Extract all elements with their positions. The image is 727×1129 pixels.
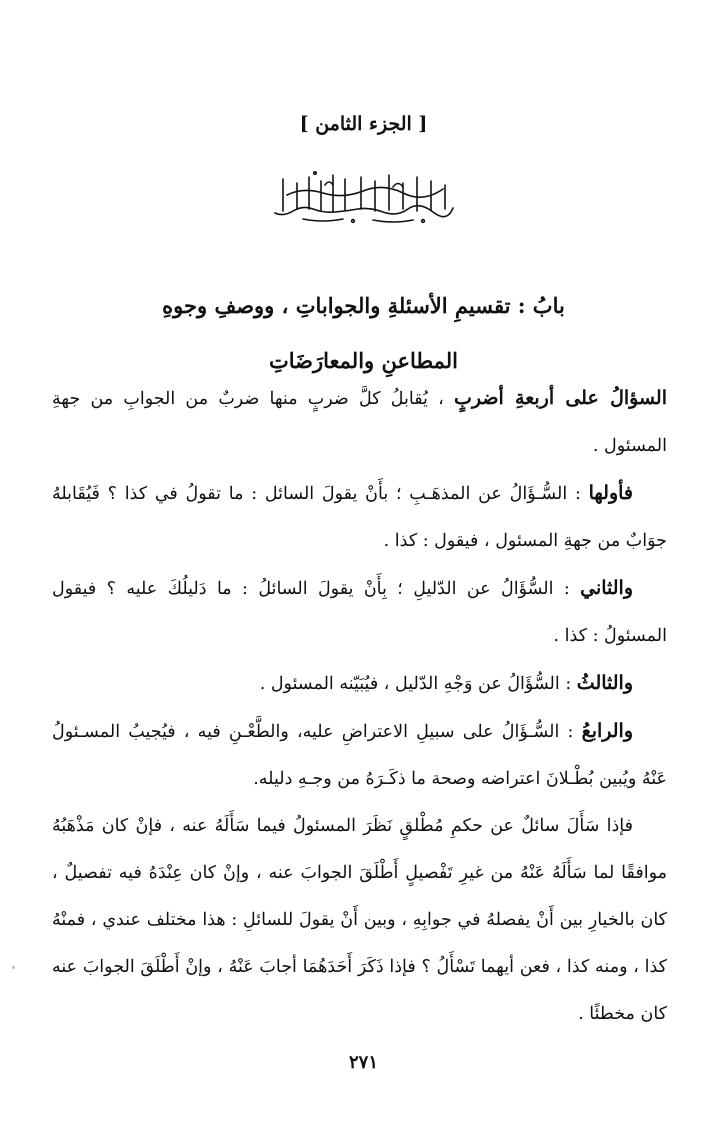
paragraph-third <box>52 660 667 708</box>
paragraph-lead: السؤالُ على أربعةِ أضربٍ <box>453 387 667 409</box>
paragraph-second <box>52 565 667 660</box>
paragraph-lead: والثالثُ <box>576 672 633 694</box>
part-title: [ الجزء الثامن ] <box>299 113 428 135</box>
margin-speck <box>12 966 15 969</box>
chapter-title-line-1: بابُ : تقسيمِ الأسئلةِ والجواباتِ ، ووصفِ وجوهِ <box>162 293 565 318</box>
paragraph-text: : السُّـؤَالُ عن المذهَـبِ ؛ بأَنْ يقولَ السائل : ما تقولُ في كذا ؟ فَيُقَابلهُ جوَابٌ من جهةِ المسئول ، فيقول : كذا . <box>52 484 667 551</box>
paragraph-text: : السُّـؤَالُ على سبيلِ الاعتراضِ عليه، والطَّعْـنِ فيه ، فيُجيبُ المسـئولُ عَنْهُ ويُبين بُطْـلانَ اعتراضه وصحة ما ذكَـرَهُ من وجـهِ دليله. <box>52 722 667 789</box>
chapter-title <box>150 278 577 388</box>
paragraph-first <box>52 470 667 565</box>
paragraph-text: ، يُقابلُ كلَّ ضربٍ منها ضربٌ من الجوابِ من جهةِ المسئول . <box>52 389 667 456</box>
basmala-calligraphy-drawing <box>263 165 463 227</box>
paragraph-intro <box>52 375 667 470</box>
paragraph-text: : السُّؤَالُ عن وَجْهِ الدّليل ، فيُبَيّنه المسئول . <box>259 674 577 694</box>
paragraph-final <box>52 803 667 1038</box>
basmala-calligraphy <box>263 165 463 227</box>
paragraph-text: فإذا سَأَلَ سائلٌ عن حكمِ مُطْلقٍ نَظَرَ المسئولُ فيما سَأَلَهُ عنه ، فإنْ كان مَذْهَبُهُ موافقًا لما سَأَلَهُ عَنْهُ من غيرِ تَفْصيلٍ أَطْلَقَ الجوابَ عنه ، وإنْ كان عِنْدَهُ فيه تفصيلٌ ، كان بالخيارِ بين أَنْ يفصلهُ في جوابِهِ ، وبين أَنْ يقولَ للسائلِ : هذا مختلف عندي ، فمنْهُ كذا ، ومنه كذا ، فعن أيهما تَسْأَلُ ؟ فإذا ذَكَرَ أَحَدَهُمَا أجابَ عَنْهُ ، وإنْ أَطْلَقَ الجوابَ عنه كان مخطئًا . <box>52 816 667 1024</box>
paragraph-lead: فأولها <box>588 482 633 504</box>
chapter-title-line-2: المطاعنِ والمعارَضَاتِ <box>268 348 458 373</box>
page-number: ٢٧١ <box>348 1052 378 1073</box>
paragraph-text: : السُّؤَالُ عن الدّليلِ ؛ بِأَنْ يقولَ السائلُ : ما دَليلُكَ عليه ؟ فيقول المسئولُ : كذا . <box>52 579 667 646</box>
paragraph-fourth <box>52 708 667 803</box>
body-text <box>52 375 667 1038</box>
paragraph-lead: والثاني <box>580 577 633 599</box>
paragraph-lead: والرابعُ <box>581 720 633 742</box>
